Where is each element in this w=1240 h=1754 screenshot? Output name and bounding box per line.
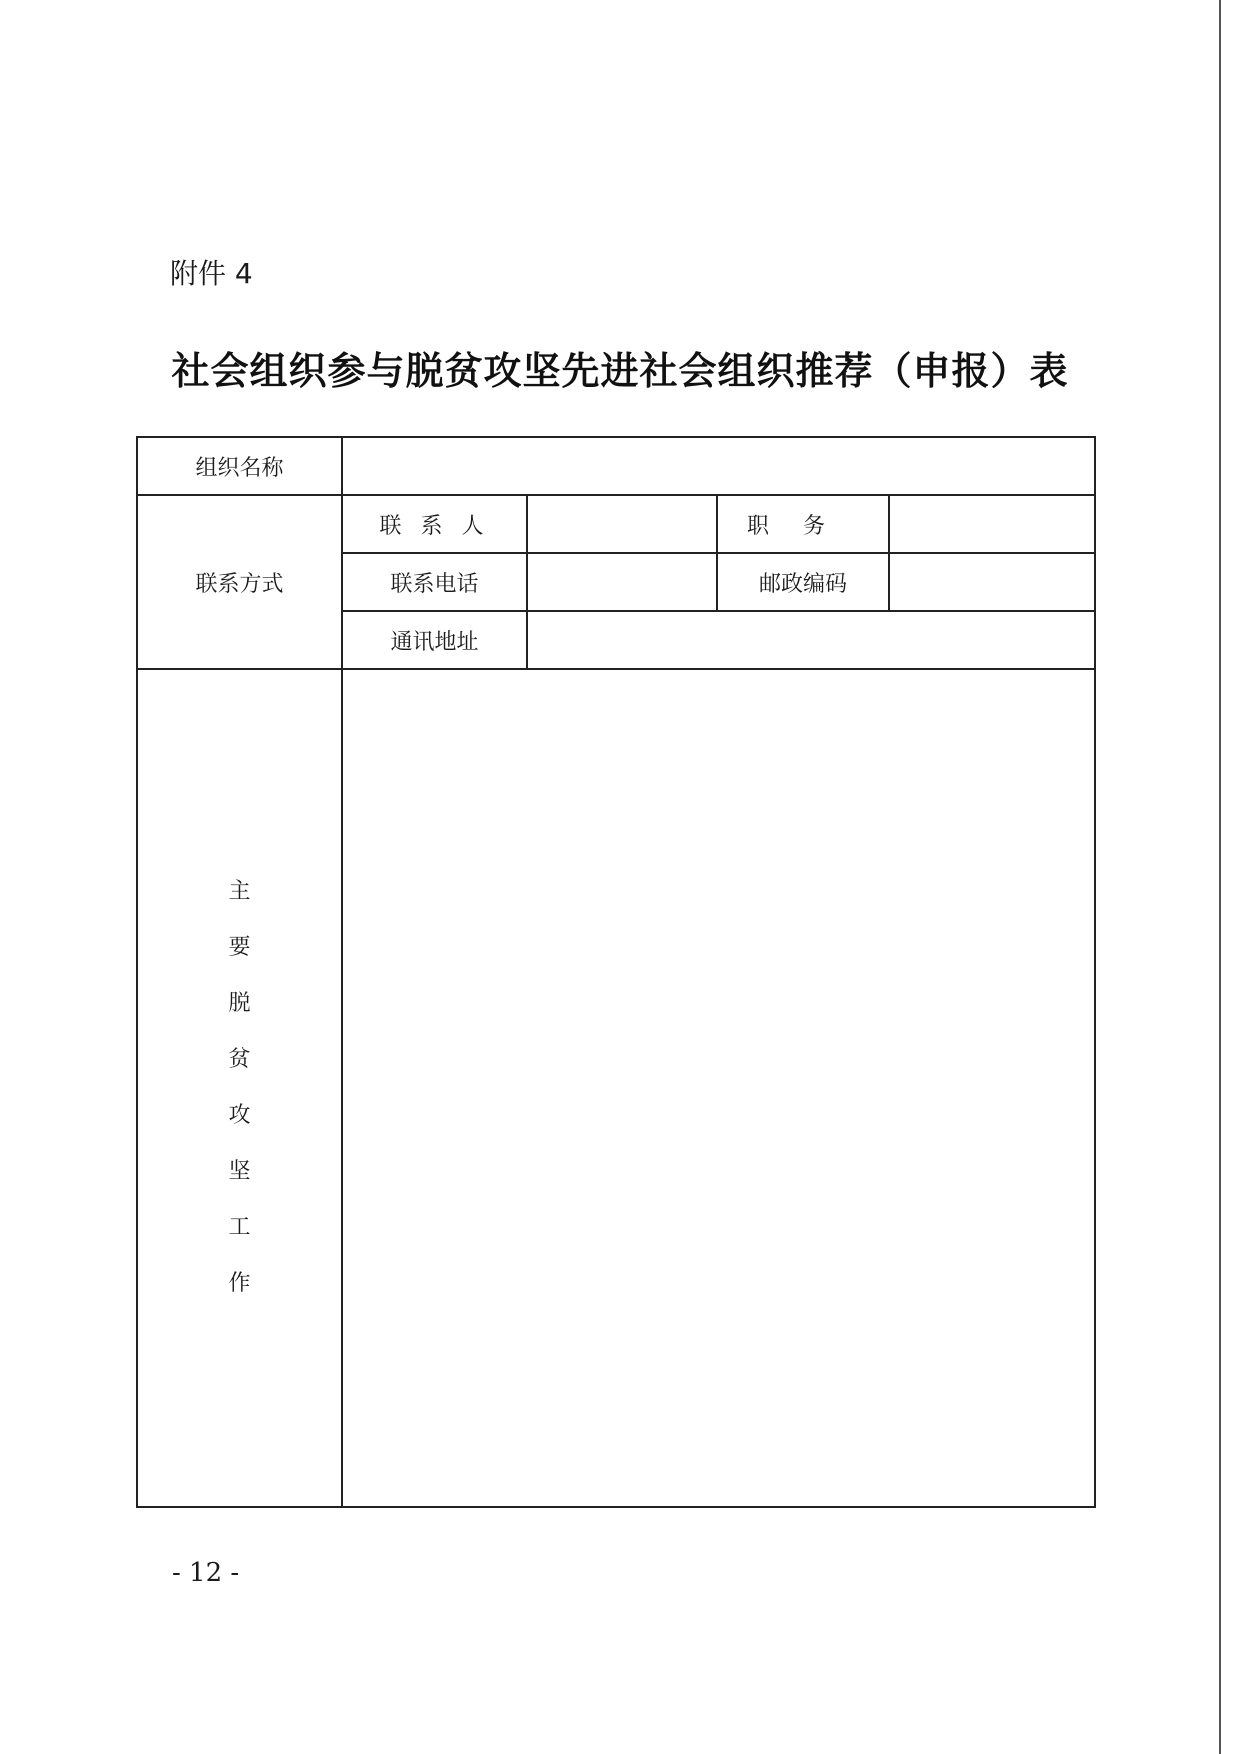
contact-person-label: 联 系 人 (342, 495, 527, 553)
form-title: 社会组织参与脱贫攻坚先进社会组织推荐（申报）表 (171, 348, 1069, 393)
phone-input[interactable] (527, 553, 717, 611)
main-work-input[interactable] (342, 669, 1095, 1507)
contact-group-label: 联系方式 (137, 495, 342, 669)
postal-code-input[interactable] (889, 553, 1095, 611)
address-input[interactable] (527, 611, 1095, 669)
position-label: 职务 (717, 495, 889, 553)
main-work-label: 主要脱贫攻坚工作 (228, 879, 251, 1296)
attachment-label: 附件 4 (170, 257, 253, 290)
page-edge-line (1219, 0, 1221, 1754)
phone-label: 联系电话 (342, 553, 527, 611)
org-name-label: 组织名称 (137, 437, 342, 495)
position-input[interactable] (889, 495, 1095, 553)
main-work-row (137, 669, 1095, 1507)
recommendation-form-table (136, 436, 1096, 1508)
org-name-input[interactable] (342, 437, 1095, 495)
address-label: 通讯地址 (342, 611, 527, 669)
main-work-label-cell (137, 669, 342, 1507)
contact-person-input[interactable] (527, 495, 717, 553)
page-number: - 12 - (172, 1558, 240, 1588)
org-name-row (137, 437, 1095, 495)
contact-person-row (137, 495, 1095, 553)
postal-code-label: 邮政编码 (717, 553, 889, 611)
